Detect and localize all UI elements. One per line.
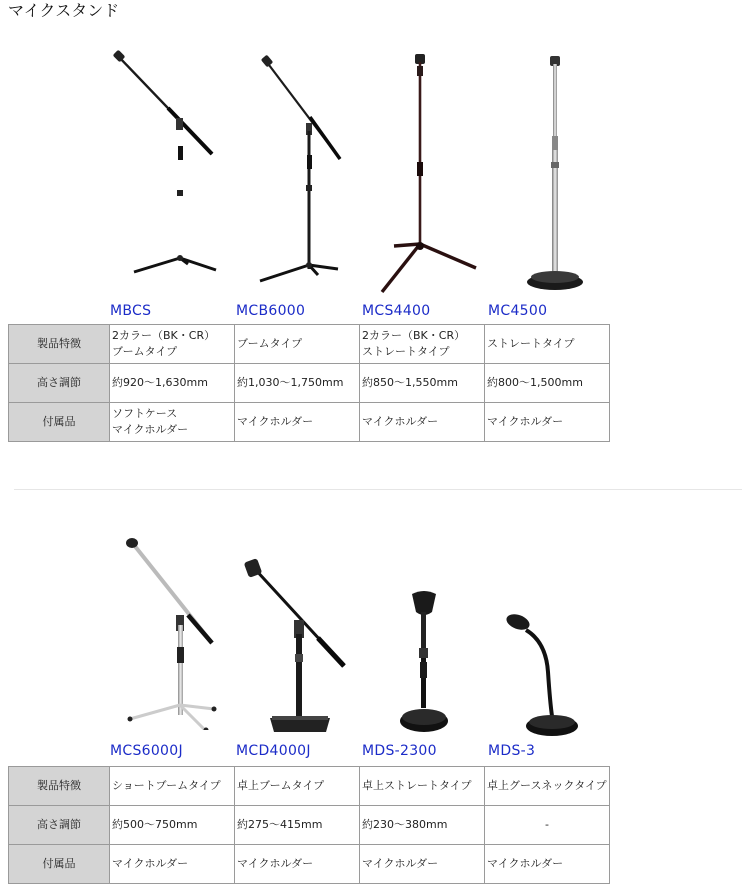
product-name-mcd4000j[interactable]: MCD4000J (236, 743, 311, 759)
spec-table-floor-stands (8, 324, 610, 442)
spec-cell-line: マイクホルダー (112, 423, 189, 436)
spec-cell-line: 約850～1,550mm (362, 376, 458, 390)
spec-row (9, 767, 610, 806)
spec-cell (360, 364, 485, 403)
spec-cell-line: 卓上グースネックタイプ (487, 779, 607, 793)
spec-cell-line: ストレートタイプ (362, 345, 450, 358)
spec-cell-line: マイクホルダー (487, 857, 564, 871)
spec-cell (110, 325, 235, 364)
spec-cell-line: マイクホルダー (362, 415, 439, 429)
spec-cell-line: マイクホルダー (237, 857, 314, 871)
spec-cell-line: マイクホルダー (487, 415, 564, 429)
spec-cell-line: 約230～380mm (362, 818, 448, 832)
spec-row-header: 高さ調節 (9, 364, 110, 403)
spec-row-header: 製品特徴 (9, 767, 110, 806)
spec-cell (485, 767, 610, 806)
product-mcs6000j[interactable] (108, 535, 233, 759)
spec-cell-line: 約500～750mm (112, 818, 198, 832)
spec-cell (485, 403, 610, 442)
spec-cell (360, 325, 485, 364)
spec-row (9, 325, 610, 364)
spec-cell-line: - (545, 818, 549, 832)
spec-cell (485, 845, 610, 884)
spec-cell (485, 364, 610, 403)
spec-row (9, 806, 610, 845)
boom-tripod-mic-stand-icon (234, 55, 359, 285)
spec-cell (235, 845, 360, 884)
spec-cell (235, 325, 360, 364)
spec-cell-line: マイクホルダー (112, 857, 189, 871)
product-name-mbcs[interactable]: MBCS (110, 303, 152, 319)
spec-cell (360, 845, 485, 884)
straight-tripod-mic-stand-icon (360, 50, 485, 295)
spec-cell-line: 約275～415mm (237, 818, 323, 832)
spec-table-short-desktop-stands (8, 766, 610, 884)
product-mds-3[interactable] (486, 612, 611, 759)
spec-cell-line: 約800～1,500mm (487, 376, 583, 390)
short-boom-chrome-stand-icon (108, 535, 233, 730)
spec-cell-line: ショートブームタイプ (112, 779, 221, 793)
desktop-gooseneck-stand-icon (486, 612, 611, 737)
spec-row-header: 製品特徴 (9, 325, 110, 364)
spec-row-header: 付属品 (9, 845, 110, 884)
spec-cell (235, 767, 360, 806)
spec-cell (360, 767, 485, 806)
spec-cell (360, 403, 485, 442)
spec-cell (110, 806, 235, 845)
spec-cell-line: 2カラー（BK・CR） (112, 329, 216, 343)
spec-cell-line: マイクホルダー (237, 415, 314, 429)
spec-row (9, 364, 610, 403)
product-mcs4400[interactable] (360, 50, 485, 319)
boom-tripod-mic-stand-icon (108, 50, 233, 285)
spec-cell-line: ブームタイプ (237, 337, 303, 351)
product-name-mcb6000[interactable]: MCB6000 (236, 303, 306, 319)
spec-row-header: 付属品 (9, 403, 110, 442)
spec-cell-line: 約920～1,630mm (112, 376, 208, 390)
spec-cell (110, 364, 235, 403)
spec-cell-line: 卓上ブームタイプ (237, 779, 325, 793)
spec-row (9, 845, 610, 884)
product-mds-2300[interactable] (360, 590, 485, 759)
product-mcb6000[interactable] (234, 55, 359, 319)
spec-cell-line: ストレートタイプ (487, 337, 575, 351)
product-name-mc4500[interactable]: MC4500 (488, 303, 548, 319)
desktop-boom-stand-icon (234, 558, 359, 733)
spec-cell-line: ソフトケース (112, 407, 178, 421)
spec-cell (485, 325, 610, 364)
section-divider (14, 489, 742, 490)
product-name-mds-3[interactable]: MDS-3 (488, 743, 536, 759)
spec-cell-line: 2カラー（BK・CR） (362, 329, 466, 343)
spec-cell (110, 403, 235, 442)
spec-row-header: 高さ調節 (9, 806, 110, 845)
spec-cell (235, 806, 360, 845)
round-base-chrome-mic-stand-icon (486, 50, 611, 295)
spec-cell (360, 806, 485, 845)
product-mbcs[interactable] (108, 50, 233, 319)
spec-row (9, 403, 610, 442)
spec-cell (235, 403, 360, 442)
product-mc4500[interactable] (486, 50, 611, 319)
desktop-straight-stand-icon (360, 590, 485, 735)
spec-cell (485, 806, 610, 845)
spec-cell-line: ブームタイプ (112, 345, 178, 358)
product-name-mds-2300[interactable]: MDS-2300 (362, 743, 437, 759)
spec-cell-line: マイクホルダー (362, 857, 439, 871)
spec-cell (110, 767, 235, 806)
page-title: マイクスタンド (8, 1, 120, 20)
spec-cell-line: 卓上ストレートタイプ (362, 779, 472, 793)
product-name-mcs4400[interactable]: MCS4400 (362, 303, 431, 319)
product-name-mcs6000j[interactable]: MCS6000J (110, 743, 183, 759)
spec-cell (110, 845, 235, 884)
spec-cell (235, 364, 360, 403)
product-mcd4000j[interactable] (234, 558, 359, 759)
spec-cell-line: 約1,030～1,750mm (237, 376, 344, 390)
